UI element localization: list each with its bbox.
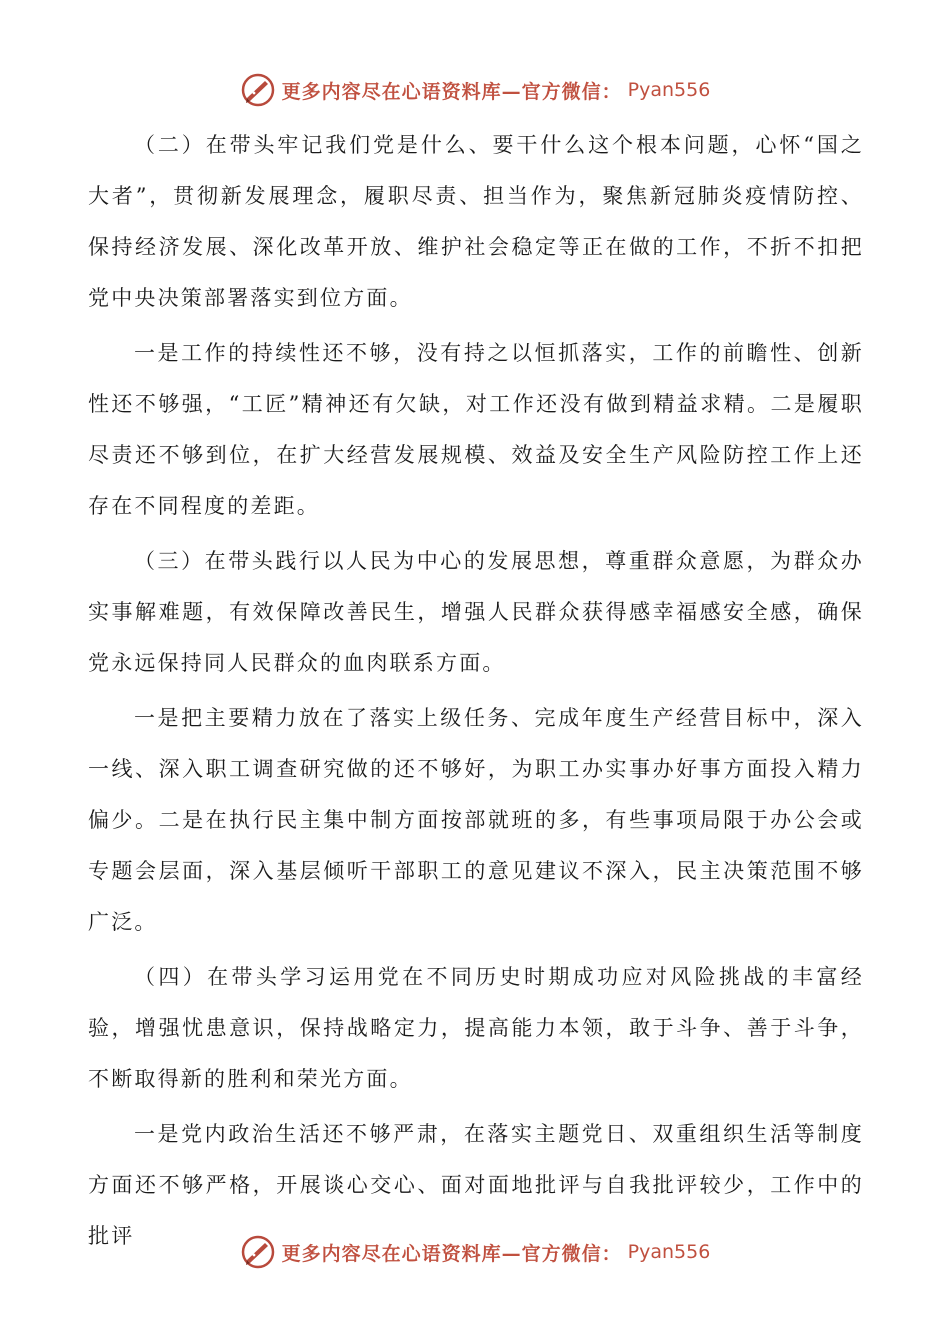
header-watermark bbox=[0, 72, 950, 108]
paragraph: 一是工作的持续性还不够，没有持之以恒抓落实，工作的前瞻性、创新性还不够强，“工匠”精神还有欠缺，对工作还没有做到精益求精。二是履职尽责还不够到位，在扩大经营发展规模、效益及安全生产风险防控工作上还存在不同程度的差距。 bbox=[88, 341, 864, 518]
paragraph: （四）在带头学习运用党在不同历史时期成功应对风险挑战的丰富经验，增强忧患意识，保持战略定力，提高能力本领，敢于斗争、善于斗争，不断取得新的胜利和荣光方面。 bbox=[88, 965, 864, 1091]
paragraph: （二）在带头牢记我们党是什么、要干什么这个根本问题，心怀“国之大者”，贯彻新发展理念，履职尽责、担当作为，聚焦新冠肺炎疫情防控、保持经济发展、深化改革开放、维护社会稳定等正在做的工作，不折不扣把党中央决策部署落实到位方面。 bbox=[88, 133, 864, 310]
footer-watermark bbox=[0, 1234, 950, 1270]
watermark-text: 更多内容尽在心语资料库—官方微信： bbox=[281, 80, 622, 103]
watermark-text: 更多内容尽在心语资料库—官方微信： bbox=[281, 1242, 622, 1265]
watermark-wechat-id: Pyan556 bbox=[627, 79, 711, 101]
pen-logo-icon bbox=[240, 1234, 276, 1270]
paragraph: （三）在带头践行以人民为中心的发展思想，尊重群众意愿，为群众办实事解难题，有效保障改善民生，增强人民群众获得感幸福感安全感，确保党永远保持同人民群众的血肉联系方面。 bbox=[88, 549, 864, 675]
pen-logo-icon bbox=[240, 72, 276, 108]
document-body bbox=[88, 120, 864, 1266]
paragraph: 一是把主要精力放在了落实上级任务、完成年度生产经营目标中，深入一线、深入职工调查研究做的还不够好，为职工办实事办好事方面投入精力偏少。二是在执行民主集中制方面按部就班的多，有些事项局限于办公会或专题会层面，深入基层倾听干部职工的意见建议不深入，民主决策范围不够广泛。 bbox=[88, 706, 864, 934]
paragraph: 一是党内政治生活还不够严肃，在落实主题党日、双重组织生活等制度方面还不够严格，开展谈心交心、面对面地批评与自我批评较少，工作中的批评 bbox=[88, 1122, 864, 1248]
watermark-wechat-id: Pyan556 bbox=[627, 1241, 711, 1263]
